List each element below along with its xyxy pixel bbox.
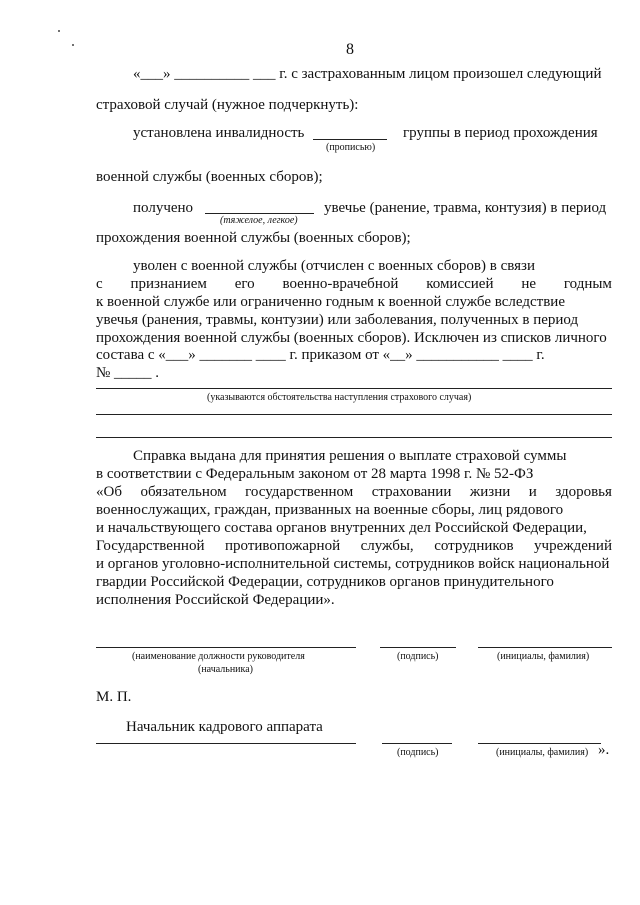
- order-number-line: № _____ .: [96, 365, 160, 381]
- closing-quote: ».: [598, 742, 610, 758]
- certificate-line-8: гвардии Российской Федерации, сотрудников органов принудительного: [96, 574, 554, 590]
- dismissed-line-5: прохождения военной службы (военных сборов). Исключен из списков личного: [96, 330, 607, 346]
- dismissed-line-1: уволен с военной службы (отчислен с военных сборов) в связи: [133, 258, 535, 274]
- certificate-line-9: исполнения Российской Федерации».: [96, 592, 335, 608]
- page-number: 8: [346, 41, 354, 58]
- position-line-2: [96, 743, 356, 744]
- circumstances-line-3: [96, 437, 612, 438]
- position-hint-2: (начальника): [198, 664, 254, 675]
- dismissed-line-3: к военной службе или ограниченно годным к военной службе вследствие: [96, 294, 565, 310]
- dismissed-line-6: состава с «___» _______ ____ г. приказом от «__» ___________ ____ г.: [96, 347, 545, 363]
- disability-text-c: военной службы (военных сборов);: [96, 169, 323, 185]
- disability-text-a: установлена инвалидность: [133, 125, 305, 141]
- injury-hint: (тяжелое, легкое): [220, 215, 298, 226]
- name-line-2: [478, 743, 601, 744]
- dismissed-line-4: увечья (ранения, травмы, контузии) или заболевания, полученных в период: [96, 312, 579, 328]
- circumstances-line-1: [96, 388, 612, 389]
- certificate-line-5: и начальствующего состава органов внутренних дел Российской Федерации,: [96, 520, 587, 536]
- position-hint-1: (наименование должности руководителя: [132, 651, 305, 662]
- dismissed-line-2: с признанием его военно-врачебной комиссией не годным: [96, 276, 612, 292]
- injury-text-c: прохождения военной службы (военных сборов);: [96, 230, 411, 246]
- injury-text-a: получено: [133, 200, 194, 216]
- certificate-line-4: военнослужащих, граждан, призванных на военные сборы, лиц рядового: [96, 502, 564, 518]
- insured-event-line: страховой случай (нужное подчеркнуть):: [96, 97, 359, 113]
- name-line-1: [478, 647, 612, 648]
- position-line: [96, 647, 356, 648]
- certificate-line-6: Государственной противопожарной службы, сотрудников учреждений: [96, 538, 612, 554]
- circumstances-hint: (указываются обстоятельства наступления страхового случая): [207, 392, 472, 403]
- word: с: [96, 276, 103, 292]
- signature-hint-1: (подпись): [397, 651, 439, 662]
- scan-speck: [72, 44, 74, 46]
- signature-line-1: [380, 647, 456, 648]
- hr-head-title: Начальник кадрового аппарата: [126, 719, 323, 735]
- signature-line-2: [382, 743, 452, 744]
- circumstances-line-2: [96, 414, 612, 415]
- certificate-line-2: в соответствии с Федеральным законом от 28 марта 1998 г. № 52-ФЗ: [96, 466, 534, 482]
- name-hint-1: (инициалы, фамилия): [497, 651, 590, 662]
- scan-speck: [58, 30, 60, 32]
- signature-hint-2: (подпись): [397, 747, 439, 758]
- certificate-line-7: и органов уголовно-исполнительной системы, сотрудников войск национальной: [96, 556, 610, 572]
- stamp-place: М. П.: [96, 689, 132, 705]
- disability-group-blank: [313, 139, 387, 140]
- injury-severity-blank: [205, 213, 314, 214]
- injury-text-b: увечье (ранение, травма, контузия) в период: [324, 200, 607, 216]
- certificate-line-3: «Об обязательном государственном страховании жизни и здоровья: [96, 484, 612, 500]
- disability-hint: (прописью): [326, 142, 376, 153]
- certificate-line-1: Справка выдана для принятия решения о выплате страховой суммы: [133, 448, 567, 464]
- name-hint-2: (инициалы, фамилия): [496, 747, 589, 758]
- disability-text-b: группы в период прохождения: [403, 125, 598, 141]
- incident-date-line: «___» __________ ___ г. с застрахованным лицом произошел следующий: [133, 66, 602, 82]
